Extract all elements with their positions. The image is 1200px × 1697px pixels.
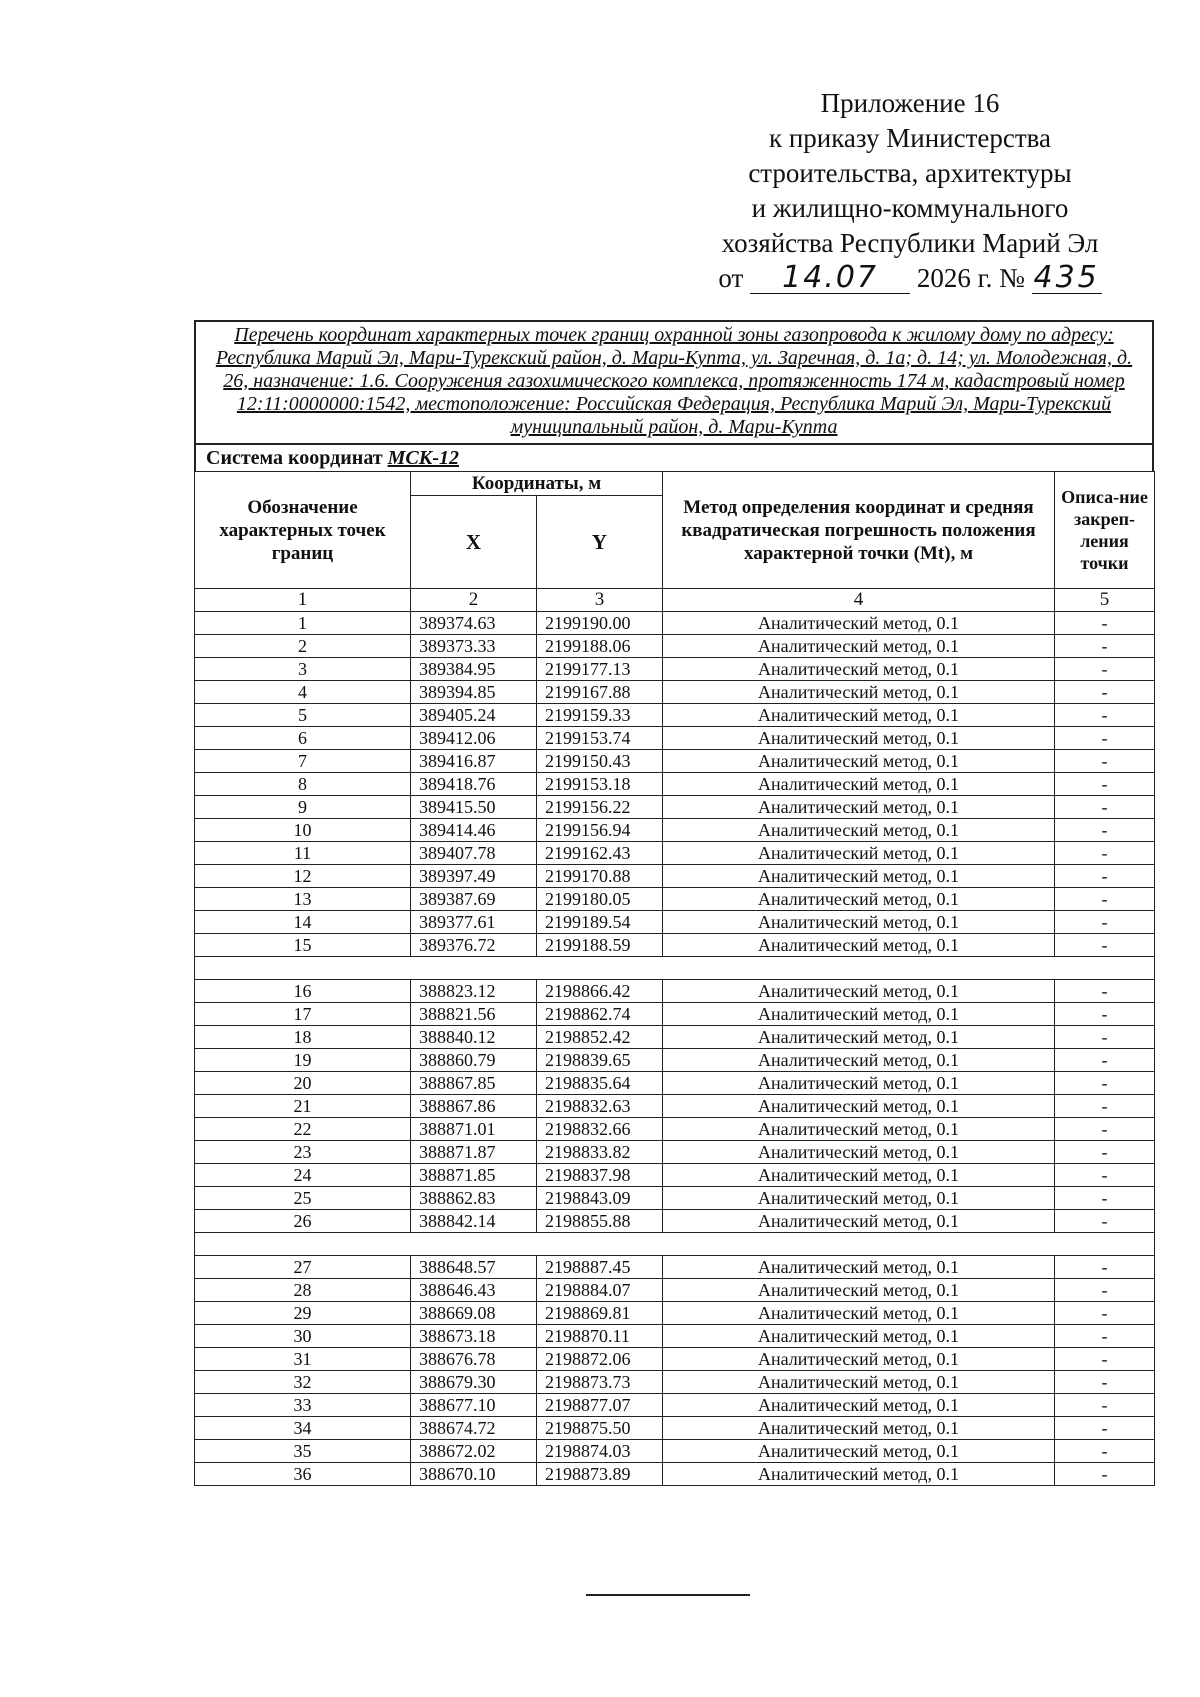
- method-cell: Аналитический метод, 0.1: [663, 1463, 1055, 1486]
- description-cell: -: [1055, 1072, 1155, 1095]
- point-id-cell: 14: [195, 911, 411, 934]
- y-coordinate-cell: 2198839.65: [537, 1049, 663, 1072]
- group-separator: [195, 1233, 1155, 1256]
- header-description: Описа-ние закреп-ления точки: [1055, 472, 1155, 589]
- y-coordinate-cell: 2199156.22: [537, 796, 663, 819]
- y-coordinate-cell: 2198837.98: [537, 1164, 663, 1187]
- index-cell: 4: [663, 589, 1055, 612]
- method-cell: Аналитический метод, 0.1: [663, 773, 1055, 796]
- order-line-2: строительства, архитектуры: [748, 158, 1072, 188]
- method-cell: Аналитический метод, 0.1: [663, 727, 1055, 750]
- header-points: Обозначение характерных точек границ: [195, 472, 411, 589]
- table-row: [195, 1049, 1155, 1072]
- group-separator: [195, 957, 1155, 980]
- x-coordinate-cell: 389416.87: [411, 750, 537, 773]
- method-cell: Аналитический метод, 0.1: [663, 1394, 1055, 1417]
- description-cell: -: [1055, 1049, 1155, 1072]
- x-coordinate-cell: 388646.43: [411, 1279, 537, 1302]
- index-cell: 3: [537, 589, 663, 612]
- y-coordinate-cell: 2198835.64: [537, 1072, 663, 1095]
- method-cell: Аналитический метод, 0.1: [663, 612, 1055, 635]
- point-id-cell: 35: [195, 1440, 411, 1463]
- table-row: [195, 1187, 1155, 1210]
- point-id-cell: 21: [195, 1095, 411, 1118]
- method-cell: Аналитический метод, 0.1: [663, 1141, 1055, 1164]
- y-coordinate-cell: 2199153.18: [537, 773, 663, 796]
- description-cell: -: [1055, 819, 1155, 842]
- point-group-2: [195, 980, 1155, 1233]
- index-cell: 1: [195, 589, 411, 612]
- coordinates-table: [194, 471, 1155, 1486]
- y-coordinate-cell: 2199188.06: [537, 635, 663, 658]
- coordinate-system-label: Система координат: [206, 447, 383, 469]
- x-coordinate-cell: 388821.56: [411, 1003, 537, 1026]
- x-coordinate-cell: 388860.79: [411, 1049, 537, 1072]
- method-cell: Аналитический метод, 0.1: [663, 1302, 1055, 1325]
- order-line-4: хозяйства Республики Марий Эл: [721, 228, 1099, 258]
- y-coordinate-cell: 2199188.59: [537, 934, 663, 957]
- table-row: [195, 1141, 1155, 1164]
- method-cell: Аналитический метод, 0.1: [663, 842, 1055, 865]
- method-cell: Аналитический метод, 0.1: [663, 911, 1055, 934]
- x-coordinate-cell: 389373.33: [411, 635, 537, 658]
- y-coordinate-cell: 2199167.88: [537, 681, 663, 704]
- description-cell: -: [1055, 1417, 1155, 1440]
- description-cell: -: [1055, 681, 1155, 704]
- method-cell: Аналитический метод, 0.1: [663, 1164, 1055, 1187]
- point-id-cell: 31: [195, 1348, 411, 1371]
- table-row: [195, 1463, 1155, 1486]
- description-cell: -: [1055, 1394, 1155, 1417]
- description-cell: -: [1055, 1325, 1155, 1348]
- point-id-cell: 20: [195, 1072, 411, 1095]
- method-cell: Аналитический метод, 0.1: [663, 1003, 1055, 1026]
- point-id-cell: 25: [195, 1187, 411, 1210]
- point-id-cell: 7: [195, 750, 411, 773]
- y-coordinate-cell: 2199190.00: [537, 612, 663, 635]
- method-cell: Аналитический метод, 0.1: [663, 681, 1055, 704]
- y-coordinate-cell: 2198873.73: [537, 1371, 663, 1394]
- method-cell: Аналитический метод, 0.1: [663, 1026, 1055, 1049]
- description-cell: -: [1055, 1003, 1155, 1026]
- point-id-cell: 12: [195, 865, 411, 888]
- y-coordinate-cell: 2198874.03: [537, 1440, 663, 1463]
- y-coordinate-cell: 2199177.13: [537, 658, 663, 681]
- table-row: [195, 1440, 1155, 1463]
- column-index-row: [195, 589, 1155, 612]
- y-coordinate-cell: 2198875.50: [537, 1417, 663, 1440]
- x-coordinate-cell: 389418.76: [411, 773, 537, 796]
- method-cell: Аналитический метод, 0.1: [663, 1325, 1055, 1348]
- footer-separator: [586, 1594, 750, 1596]
- description-cell: -: [1055, 1463, 1155, 1486]
- x-coordinate-cell: 388840.12: [411, 1026, 537, 1049]
- method-cell: Аналитический метод, 0.1: [663, 1279, 1055, 1302]
- header-y: Y: [537, 496, 663, 589]
- x-coordinate-cell: 389414.46: [411, 819, 537, 842]
- point-id-cell: 9: [195, 796, 411, 819]
- point-id-cell: 15: [195, 934, 411, 957]
- description-cell: -: [1055, 1371, 1155, 1394]
- description-cell: -: [1055, 750, 1155, 773]
- method-cell: Аналитический метод, 0.1: [663, 1095, 1055, 1118]
- method-cell: Аналитический метод, 0.1: [663, 1187, 1055, 1210]
- order-line-3: и жилищно-коммунального: [751, 193, 1069, 223]
- index-cell: 5: [1055, 589, 1155, 612]
- table-row: [195, 635, 1155, 658]
- point-id-cell: 24: [195, 1164, 411, 1187]
- method-cell: Аналитический метод, 0.1: [663, 819, 1055, 842]
- point-id-cell: 3: [195, 658, 411, 681]
- table-header: [195, 472, 1155, 589]
- point-id-cell: 6: [195, 727, 411, 750]
- method-cell: Аналитический метод, 0.1: [663, 1256, 1055, 1279]
- point-id-cell: 5: [195, 704, 411, 727]
- point-id-cell: 18: [195, 1026, 411, 1049]
- method-cell: Аналитический метод, 0.1: [663, 1049, 1055, 1072]
- point-id-cell: 28: [195, 1279, 411, 1302]
- x-coordinate-cell: 388677.10: [411, 1394, 537, 1417]
- index-cell: 2: [411, 589, 537, 612]
- description-cell: -: [1055, 934, 1155, 957]
- description-cell: -: [1055, 1141, 1155, 1164]
- table-row: [195, 750, 1155, 773]
- description-cell: -: [1055, 1187, 1155, 1210]
- description-cell: -: [1055, 865, 1155, 888]
- method-cell: Аналитический метод, 0.1: [663, 1118, 1055, 1141]
- x-coordinate-cell: 388648.57: [411, 1256, 537, 1279]
- description-cell: -: [1055, 1095, 1155, 1118]
- order-line-1: к приказу Министерства: [768, 123, 1052, 153]
- table-row: [195, 1072, 1155, 1095]
- point-id-cell: 29: [195, 1302, 411, 1325]
- description-cell: -: [1055, 842, 1155, 865]
- order-date-line: [680, 261, 1140, 296]
- method-cell: Аналитический метод, 0.1: [663, 658, 1055, 681]
- x-coordinate-cell: 388674.72: [411, 1417, 537, 1440]
- y-coordinate-cell: 2198873.89: [537, 1463, 663, 1486]
- table-row: [195, 1279, 1155, 1302]
- point-id-cell: 23: [195, 1141, 411, 1164]
- description-cell: -: [1055, 612, 1155, 635]
- table-row: [195, 1118, 1155, 1141]
- x-coordinate-cell: 388669.08: [411, 1302, 537, 1325]
- x-coordinate-cell: 388823.12: [411, 980, 537, 1003]
- table-row: [195, 1003, 1155, 1026]
- method-cell: Аналитический метод, 0.1: [663, 1348, 1055, 1371]
- table-row: [195, 681, 1155, 704]
- description-cell: -: [1055, 1279, 1155, 1302]
- description-cell: -: [1055, 1118, 1155, 1141]
- description-cell: -: [1055, 658, 1155, 681]
- point-id-cell: 32: [195, 1371, 411, 1394]
- description-cell: -: [1055, 1348, 1155, 1371]
- description-cell: -: [1055, 1440, 1155, 1463]
- method-cell: Аналитический метод, 0.1: [663, 635, 1055, 658]
- table-row: [195, 1417, 1155, 1440]
- method-cell: Аналитический метод, 0.1: [663, 704, 1055, 727]
- description-cell: -: [1055, 796, 1155, 819]
- point-id-cell: 1: [195, 612, 411, 635]
- point-group-3: [195, 1256, 1155, 1486]
- table-row: [195, 658, 1155, 681]
- table-row: [195, 888, 1155, 911]
- x-coordinate-cell: 389384.95: [411, 658, 537, 681]
- separator-cell: [195, 1233, 1155, 1256]
- coordinate-system-value: МСК-12: [387, 447, 459, 469]
- x-coordinate-cell: 388673.18: [411, 1325, 537, 1348]
- table-row: [195, 1026, 1155, 1049]
- y-coordinate-cell: 2199153.74: [537, 727, 663, 750]
- y-coordinate-cell: 2199162.43: [537, 842, 663, 865]
- point-id-cell: 16: [195, 980, 411, 1003]
- y-coordinate-cell: 2199150.43: [537, 750, 663, 773]
- x-coordinate-cell: 388871.87: [411, 1141, 537, 1164]
- point-id-cell: 27: [195, 1256, 411, 1279]
- point-id-cell: 10: [195, 819, 411, 842]
- description-cell: -: [1055, 1302, 1155, 1325]
- description-cell: -: [1055, 727, 1155, 750]
- y-coordinate-cell: 2199180.05: [537, 888, 663, 911]
- coordinates-document: [194, 320, 1154, 1486]
- table-row: [195, 819, 1155, 842]
- description-cell: -: [1055, 635, 1155, 658]
- point-id-cell: 2: [195, 635, 411, 658]
- table-row: [195, 1256, 1155, 1279]
- y-coordinate-cell: 2198832.63: [537, 1095, 663, 1118]
- document-title: Перечень координат характерных точек границ охранной зоны газопровода к жилому дому по адресу: Республика Марий Эл, Мари-Турекский район, д. Мари-Купта, ул. Заречная, д. 1а; д. 14; ул. Молодежная, д. 26, назначение: 1.6. Сооружения газохимического комплекса, протяженность 174 м, кадастровый номер 12:11:0000000:1542, местоположение: Российская Федерация, Республика Марий Эл, Мари-Турекский муниципальный район, д. Мари-Купта: [194, 320, 1154, 443]
- header-method: Метод определения координат и средняя квадратическая погрешность положения характерной точки (Mt), м: [663, 472, 1055, 589]
- y-coordinate-cell: 2199189.54: [537, 911, 663, 934]
- x-coordinate-cell: 388670.10: [411, 1463, 537, 1486]
- y-coordinate-cell: 2199170.88: [537, 865, 663, 888]
- table-row: [195, 1371, 1155, 1394]
- method-cell: Аналитический метод, 0.1: [663, 934, 1055, 957]
- y-coordinate-cell: 2198877.07: [537, 1394, 663, 1417]
- method-cell: Аналитический метод, 0.1: [663, 1371, 1055, 1394]
- x-coordinate-cell: 389377.61: [411, 911, 537, 934]
- method-cell: Аналитический метод, 0.1: [663, 1210, 1055, 1233]
- header-coords: Координаты, м: [411, 472, 663, 496]
- point-id-cell: 17: [195, 1003, 411, 1026]
- x-coordinate-cell: 388862.83: [411, 1187, 537, 1210]
- point-id-cell: 33: [195, 1394, 411, 1417]
- year-label: 2026 г. №: [916, 263, 1025, 293]
- y-coordinate-cell: 2198870.11: [537, 1325, 663, 1348]
- appendix-number: Приложение 16: [820, 88, 1000, 118]
- y-coordinate-cell: 2198866.42: [537, 980, 663, 1003]
- y-coordinate-cell: 2198843.09: [537, 1187, 663, 1210]
- table-row: [195, 727, 1155, 750]
- point-id-cell: 22: [195, 1118, 411, 1141]
- description-cell: -: [1055, 1164, 1155, 1187]
- point-id-cell: 11: [195, 842, 411, 865]
- description-cell: -: [1055, 704, 1155, 727]
- y-coordinate-cell: 2198832.66: [537, 1118, 663, 1141]
- y-coordinate-cell: 2198862.74: [537, 1003, 663, 1026]
- x-coordinate-cell: 389376.72: [411, 934, 537, 957]
- x-coordinate-cell: 388871.85: [411, 1164, 537, 1187]
- x-coordinate-cell: 388676.78: [411, 1348, 537, 1371]
- y-coordinate-cell: 2198887.45: [537, 1256, 663, 1279]
- table-row: [195, 911, 1155, 934]
- table-row: [195, 796, 1155, 819]
- x-coordinate-cell: 389394.85: [411, 681, 537, 704]
- y-coordinate-cell: 2198855.88: [537, 1210, 663, 1233]
- table-row: [195, 865, 1155, 888]
- table-row: [195, 1302, 1155, 1325]
- method-cell: Аналитический метод, 0.1: [663, 1440, 1055, 1463]
- description-cell: -: [1055, 980, 1155, 1003]
- description-cell: -: [1055, 1210, 1155, 1233]
- x-coordinate-cell: 389415.50: [411, 796, 537, 819]
- table-row: [195, 1095, 1155, 1118]
- y-coordinate-cell: 2199156.94: [537, 819, 663, 842]
- handwritten-date: 14.07: [750, 263, 910, 294]
- point-id-cell: 13: [195, 888, 411, 911]
- table-row: [195, 1325, 1155, 1348]
- description-cell: -: [1055, 773, 1155, 796]
- method-cell: Аналитический метод, 0.1: [663, 796, 1055, 819]
- description-cell: -: [1055, 888, 1155, 911]
- y-coordinate-cell: 2198869.81: [537, 1302, 663, 1325]
- x-coordinate-cell: 388871.01: [411, 1118, 537, 1141]
- method-cell: Аналитический метод, 0.1: [663, 980, 1055, 1003]
- x-coordinate-cell: 388672.02: [411, 1440, 537, 1463]
- point-id-cell: 26: [195, 1210, 411, 1233]
- method-cell: Аналитический метод, 0.1: [663, 1417, 1055, 1440]
- point-group-1: [195, 612, 1155, 957]
- x-coordinate-cell: 388867.86: [411, 1095, 537, 1118]
- x-coordinate-cell: 389397.49: [411, 865, 537, 888]
- point-id-cell: 8: [195, 773, 411, 796]
- point-id-cell: 19: [195, 1049, 411, 1072]
- point-id-cell: 4: [195, 681, 411, 704]
- from-label: от: [718, 263, 744, 293]
- y-coordinate-cell: 2198852.42: [537, 1026, 663, 1049]
- description-cell: -: [1055, 911, 1155, 934]
- table-row: [195, 704, 1155, 727]
- table-row: [195, 934, 1155, 957]
- x-coordinate-cell: 389374.63: [411, 612, 537, 635]
- x-coordinate-cell: 388842.14: [411, 1210, 537, 1233]
- table-row: [195, 842, 1155, 865]
- table-row: [195, 612, 1155, 635]
- method-cell: Аналитический метод, 0.1: [663, 865, 1055, 888]
- table-row: [195, 773, 1155, 796]
- handwritten-number: 435: [1033, 260, 1100, 295]
- table-row: [195, 1164, 1155, 1187]
- table-row: [195, 1348, 1155, 1371]
- x-coordinate-cell: 388867.85: [411, 1072, 537, 1095]
- coordinate-system: [194, 443, 1154, 471]
- table-row: [195, 1394, 1155, 1417]
- x-coordinate-cell: 389387.69: [411, 888, 537, 911]
- table-row: [195, 1210, 1155, 1233]
- method-cell: Аналитический метод, 0.1: [663, 1072, 1055, 1095]
- point-id-cell: 30: [195, 1325, 411, 1348]
- method-cell: Аналитический метод, 0.1: [663, 888, 1055, 911]
- y-coordinate-cell: 2198833.82: [537, 1141, 663, 1164]
- y-coordinate-cell: 2199159.33: [537, 704, 663, 727]
- description-cell: -: [1055, 1026, 1155, 1049]
- point-id-cell: 36: [195, 1463, 411, 1486]
- x-coordinate-cell: 389405.24: [411, 704, 537, 727]
- header-x: X: [411, 496, 537, 589]
- description-cell: -: [1055, 1256, 1155, 1279]
- y-coordinate-cell: 2198872.06: [537, 1348, 663, 1371]
- method-cell: Аналитический метод, 0.1: [663, 750, 1055, 773]
- x-coordinate-cell: 389407.78: [411, 842, 537, 865]
- appendix-header: [680, 86, 1140, 296]
- y-coordinate-cell: 2198884.07: [537, 1279, 663, 1302]
- separator-cell: [195, 957, 1155, 980]
- point-id-cell: 34: [195, 1417, 411, 1440]
- x-coordinate-cell: 389412.06: [411, 727, 537, 750]
- table-row: [195, 980, 1155, 1003]
- x-coordinate-cell: 388679.30: [411, 1371, 537, 1394]
